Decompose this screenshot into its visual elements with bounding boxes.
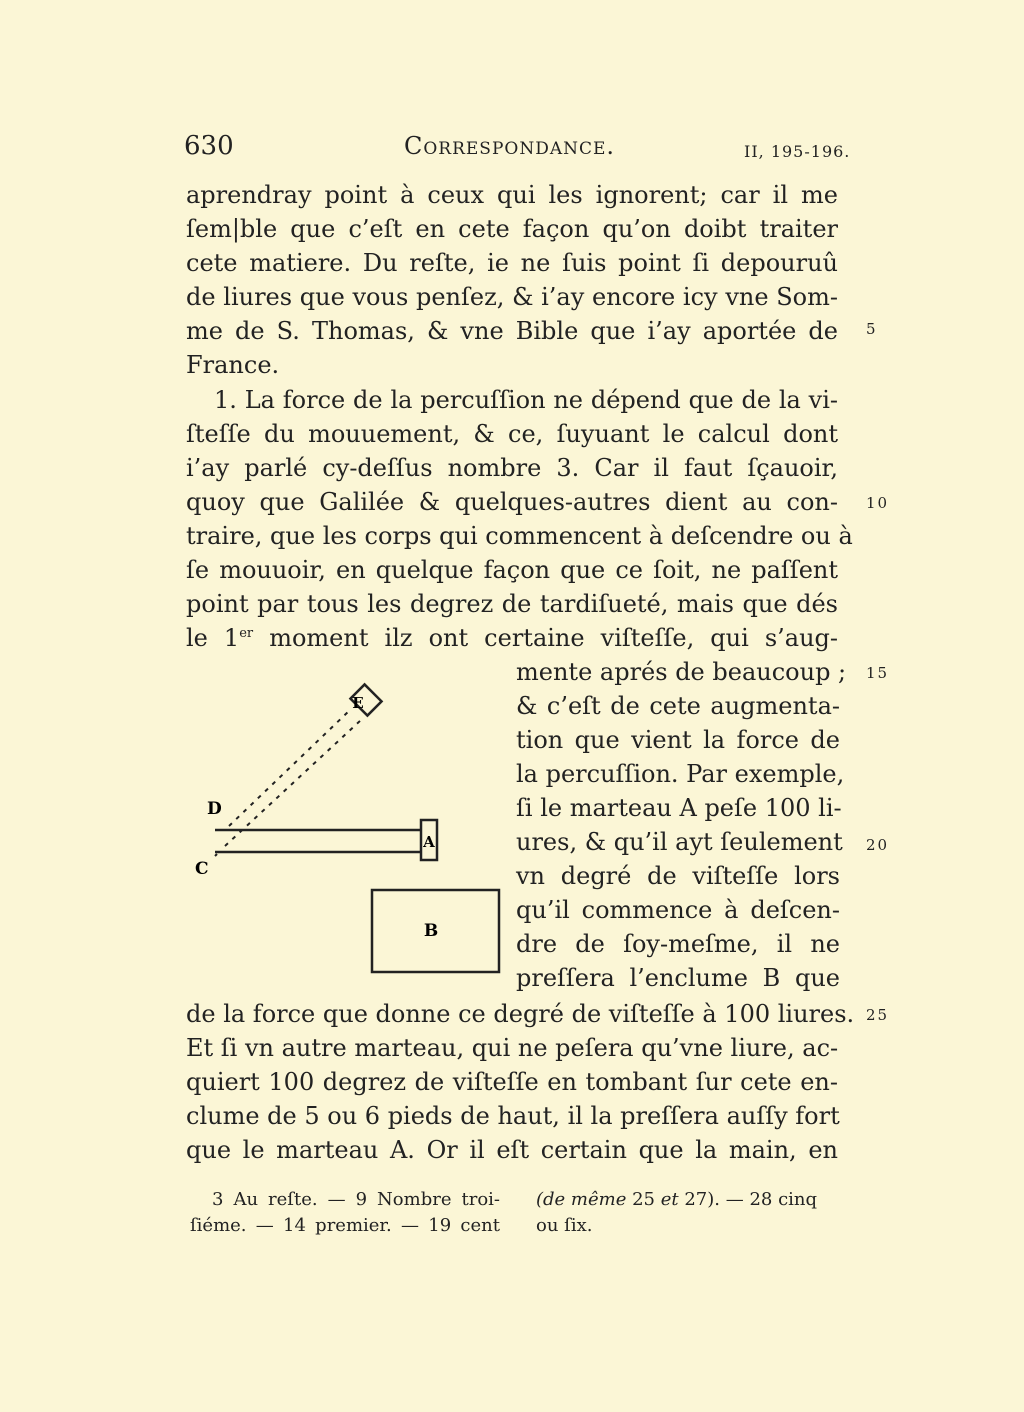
footnote-line: 3 Au reſte. — 9 Nombre troi- <box>212 1189 500 1210</box>
text-line: ures, & qu’il ayt ſeulement <box>516 828 843 856</box>
text-line: la percuſſion. Par exemple, <box>516 760 845 788</box>
text-line: qu’il commence à deſcen- <box>516 896 840 924</box>
figure-label-a: A <box>423 833 435 851</box>
dotted-path-upper <box>229 710 350 826</box>
text-line: 1. La force de la percuſſion ne dépend que de la vi- <box>214 386 838 414</box>
text-line <box>186 621 838 655</box>
hammer-anvil-figure <box>185 676 515 986</box>
text-fragment: le 1 <box>186 624 240 652</box>
figure-label-c: C <box>195 859 209 879</box>
text-line: dre de ſoy-meſme, il ne <box>516 930 840 958</box>
line-number: 20 <box>866 836 890 854</box>
text-line: France. <box>186 351 280 379</box>
page-reference: II, 195-196. <box>744 142 851 161</box>
text-line: mente aprés de beaucoup ; <box>516 658 847 686</box>
footnote-line: ſiéme. — 14 premier. — 19 cent <box>190 1215 500 1236</box>
line-number: 10 <box>866 494 890 512</box>
text-line: de liures que vous penſez, & i’ay encore icy vne Som- <box>186 283 838 311</box>
text-line: clume de 5 ou 6 pieds de haut, il la preſſera auſſy fort <box>186 1102 840 1130</box>
page-number: 630 <box>184 131 234 161</box>
footnote-line: ou ſix. <box>536 1215 593 1236</box>
running-title: Correspondance. <box>404 132 616 160</box>
dotted-path-lower <box>225 720 361 846</box>
text-line: que le marteau A. Or il eſt certain que la main, en <box>186 1136 838 1164</box>
figure-label-e: E <box>352 694 364 712</box>
text-line: me de S. Thomas, & vne Bible que i’ay aportée de <box>186 317 838 345</box>
footnote-text: 25 <box>626 1189 661 1210</box>
footnote-italic: et <box>660 1189 679 1210</box>
figure-label-d: D <box>207 799 222 819</box>
footnote-line <box>536 1186 817 1214</box>
text-fragment: moment ilz ont certaine viſteſſe, qui s’aug- <box>253 624 839 652</box>
superscript: er <box>239 626 254 641</box>
footnote-italic: (de même <box>536 1189 627 1210</box>
text-line: ſteſſe du mouuement, & ce, ſuyuant le calcul dont <box>186 420 838 448</box>
text-line: ſi le marteau A peſe 100 li- <box>516 794 842 822</box>
text-line: preſſera l’enclume B que <box>516 964 840 992</box>
text-line: quiert 100 degrez de viſteſſe en tombant ſur cete en- <box>186 1068 838 1096</box>
text-line: traire, que les corps qui commencent à deſcendre ou à <box>186 522 853 550</box>
line-number: 15 <box>866 664 890 682</box>
text-line: ſe mouuoir, en quelque façon que ce ſoit, ne paſſent <box>186 556 838 584</box>
footnote-text: 27). — 28 cinq <box>678 1189 818 1210</box>
text-line: de la force que donne ce degré de viſteſſe à 100 liures. <box>186 1000 855 1028</box>
text-line: & c’eſt de cete augmenta- <box>516 692 840 720</box>
text-line: quoy que Galilée & quelques-autres dient au con- <box>186 488 838 516</box>
text-line: aprendray point à ceux qui les ignorent; car il me <box>186 181 838 209</box>
text-line: cete matiere. Du reſte, ie ne ſuis point ſi depouruû <box>186 249 838 277</box>
text-line: Et ſi vn autre marteau, qui ne peſera qu’vne liure, ac- <box>186 1034 839 1062</box>
text-line: ſem|ble que c’eſt en cete façon qu’on doibt traiter <box>186 215 838 243</box>
tick-mark <box>215 854 217 856</box>
text-line: tion que vient la force de <box>516 726 840 754</box>
text-line: i’ay parlé cy-deſſus nombre 3. Car il faut ſçauoir, <box>186 454 838 482</box>
text-line: point par tous les degrez de tardiſueté, mais que dés <box>186 590 838 618</box>
line-number: 5 <box>866 320 878 338</box>
figure-label-b: B <box>423 921 439 941</box>
line-number: 25 <box>866 1006 890 1024</box>
text-line: vn degré de viſteſſe lors <box>516 862 840 890</box>
